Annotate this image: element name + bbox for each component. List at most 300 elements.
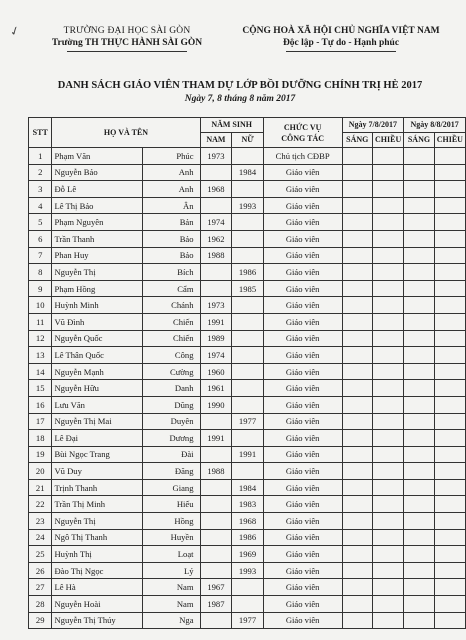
row-birth-female: 1984 [232, 164, 263, 181]
row-birth-female [232, 214, 263, 231]
row-day1-afternoon [373, 280, 404, 297]
row-day1-morning [342, 496, 372, 513]
table-row [29, 313, 466, 330]
row-day2-morning [404, 380, 434, 397]
row-birth-female: 1977 [232, 612, 263, 629]
row-role: Giáo viên [263, 413, 342, 430]
row-given-name: Lý [142, 562, 200, 579]
row-birth-male: 1974 [200, 214, 232, 231]
row-family-name: Lê Thị Bảo [52, 197, 142, 214]
row-birth-female [232, 313, 263, 330]
row-day1-morning [342, 479, 372, 496]
row-day2-morning [404, 463, 434, 480]
row-given-name: Đài [142, 446, 200, 463]
row-birth-female [232, 330, 263, 347]
row-role: Giáo viên [263, 562, 342, 579]
row-stt: 22 [29, 496, 52, 513]
row-birth-male: 1960 [200, 363, 232, 380]
row-role: Giáo viên [263, 380, 342, 397]
row-stt: 12 [29, 330, 52, 347]
row-day1-afternoon [373, 430, 404, 447]
col-role [263, 118, 342, 148]
row-day2-afternoon [434, 230, 465, 247]
row-family-name: Phạm Hồng [52, 280, 142, 297]
row-birth-female [232, 297, 263, 314]
row-family-name: Lê Hà [52, 579, 142, 596]
row-day2-afternoon [434, 446, 465, 463]
row-role: Giáo viên [263, 463, 342, 480]
row-birth-male [200, 413, 232, 430]
row-stt: 9 [29, 280, 52, 297]
row-birth-female: 1986 [232, 264, 263, 281]
row-day2-morning [404, 363, 434, 380]
row-stt: 8 [29, 264, 52, 281]
row-family-name: Trần Thanh [52, 230, 142, 247]
table-row [29, 380, 466, 397]
row-birth-female: 1984 [232, 479, 263, 496]
table-row [29, 148, 466, 165]
row-day2-afternoon [434, 529, 465, 546]
row-day1-afternoon [373, 396, 404, 413]
table-row [29, 264, 466, 281]
row-family-name: Trần Thị Minh [52, 496, 142, 513]
row-day1-afternoon [373, 297, 404, 314]
col-name: HỌ VÀ TÊN [52, 118, 200, 148]
table-row [29, 181, 466, 198]
row-day1-afternoon [373, 347, 404, 364]
table-row [29, 446, 466, 463]
row-day2-morning [404, 297, 434, 314]
row-birth-male [200, 529, 232, 546]
row-day2-morning [404, 413, 434, 430]
row-role: Giáo viên [263, 396, 342, 413]
col-birth-year: NĂM SINH [200, 118, 263, 133]
row-given-name: Huyền [142, 529, 200, 546]
row-day1-morning [342, 513, 372, 530]
col-day2-morning: SÁNG [404, 133, 434, 148]
row-stt: 15 [29, 380, 52, 397]
row-day2-morning [404, 264, 434, 281]
row-day1-afternoon [373, 230, 404, 247]
row-day1-afternoon [373, 413, 404, 430]
row-family-name: Phạm Văn [52, 148, 142, 165]
row-family-name: Bùi Ngọc Trang [52, 446, 142, 463]
row-given-name: Phúc [142, 148, 200, 165]
row-day2-morning [404, 164, 434, 181]
row-birth-male: 1991 [200, 430, 232, 447]
row-day1-afternoon [373, 363, 404, 380]
row-day2-morning [404, 347, 434, 364]
row-day2-morning [404, 562, 434, 579]
row-day1-afternoon [373, 596, 404, 613]
row-birth-male: 1991 [200, 313, 232, 330]
row-role: Giáo viên [263, 479, 342, 496]
row-family-name: Lê Thân Quốc [52, 347, 142, 364]
row-birth-male [200, 496, 232, 513]
row-stt: 26 [29, 562, 52, 579]
row-birth-male [200, 164, 232, 181]
row-birth-female: 1991 [232, 446, 263, 463]
row-day1-morning [342, 264, 372, 281]
row-day2-afternoon [434, 363, 465, 380]
row-day2-afternoon [434, 546, 465, 563]
row-day1-afternoon [373, 463, 404, 480]
row-stt: 7 [29, 247, 52, 264]
row-birth-male: 1973 [200, 297, 232, 314]
row-birth-female [232, 181, 263, 198]
row-day2-morning [404, 596, 434, 613]
row-birth-female: 1993 [232, 197, 263, 214]
row-day2-afternoon [434, 164, 465, 181]
row-role: Chủ tịch CĐBP [263, 148, 342, 165]
col-male: NAM [200, 133, 232, 148]
table-row [29, 164, 466, 181]
row-day1-morning [342, 148, 372, 165]
row-day1-morning [342, 247, 372, 264]
row-family-name: Nguyễn Hoài [52, 596, 142, 613]
row-stt: 24 [29, 529, 52, 546]
handwritten-mark: ✓ [7, 22, 22, 40]
document-title: DANH SÁCH GIÁO VIÊN THAM DỰ LỚP BỒI DƯỠNG CHÍNH TRỊ HÈ 2017 [57, 80, 423, 91]
row-family-name: Huỳnh Thị [52, 546, 142, 563]
row-stt: 25 [29, 546, 52, 563]
row-birth-female: 1983 [232, 496, 263, 513]
row-given-name: Nga [142, 612, 200, 629]
row-given-name: Giang [142, 479, 200, 496]
row-birth-male: 1973 [200, 148, 232, 165]
row-day2-afternoon [434, 197, 465, 214]
row-family-name: Trịnh Thanh [52, 479, 142, 496]
row-day1-afternoon [373, 197, 404, 214]
row-day1-morning [342, 297, 372, 314]
table-row [29, 247, 466, 264]
row-day2-morning [404, 247, 434, 264]
row-birth-male: 1987 [200, 596, 232, 613]
row-day1-morning [342, 363, 372, 380]
row-birth-male [200, 446, 232, 463]
row-stt: 28 [29, 596, 52, 613]
row-day1-morning [342, 579, 372, 596]
row-family-name: Vũ Duy [52, 463, 142, 480]
row-birth-male [200, 513, 232, 530]
row-day1-afternoon [373, 529, 404, 546]
row-given-name: Chiến [142, 313, 200, 330]
row-role: Giáo viên [263, 313, 342, 330]
col-female: NỮ [232, 133, 263, 148]
table-row [29, 562, 466, 579]
table-row [29, 230, 466, 247]
row-day2-afternoon [434, 579, 465, 596]
row-role: Giáo viên [263, 264, 342, 281]
row-stt: 14 [29, 363, 52, 380]
row-day2-morning [404, 546, 434, 563]
row-stt: 10 [29, 297, 52, 314]
row-role: Giáo viên [263, 230, 342, 247]
row-day2-morning [404, 313, 434, 330]
row-day2-morning [404, 230, 434, 247]
row-day1-afternoon [373, 148, 404, 165]
row-given-name: Bảo [142, 230, 200, 247]
col-day1-afternoon: CHIỀU [373, 133, 404, 148]
row-role: Giáo viên [263, 579, 342, 596]
row-day2-afternoon [434, 496, 465, 513]
country-name: CỘNG HOÀ XÃ HỘI CHỦ NGHĨA VIỆT NAM [242, 26, 440, 36]
table-row [29, 363, 466, 380]
table-header-row-1 [29, 118, 466, 133]
row-day1-morning [342, 330, 372, 347]
row-birth-male [200, 612, 232, 629]
table-row [29, 479, 466, 496]
row-given-name: Dương [142, 430, 200, 447]
row-day2-afternoon [434, 330, 465, 347]
row-day1-morning [342, 596, 372, 613]
row-birth-male: 1967 [200, 579, 232, 596]
row-role: Giáo viên [263, 363, 342, 380]
row-stt: 11 [29, 313, 52, 330]
table-row [29, 430, 466, 447]
row-day1-afternoon [373, 380, 404, 397]
row-day2-afternoon [434, 479, 465, 496]
row-given-name: Nam [142, 579, 200, 596]
row-day2-morning [404, 513, 434, 530]
row-role: Giáo viên [263, 297, 342, 314]
row-day1-afternoon [373, 562, 404, 579]
row-day1-afternoon [373, 214, 404, 231]
row-day1-afternoon [373, 513, 404, 530]
row-day1-morning [342, 612, 372, 629]
row-day1-afternoon [373, 330, 404, 347]
row-day2-afternoon [434, 430, 465, 447]
row-day1-morning [342, 313, 372, 330]
row-day1-morning [342, 230, 372, 247]
row-birth-male: 1962 [200, 230, 232, 247]
row-birth-female [232, 396, 263, 413]
table-row [29, 513, 466, 530]
row-role: Giáo viên [263, 513, 342, 530]
header-divider [67, 51, 187, 52]
row-day1-morning [342, 181, 372, 198]
row-day1-morning [342, 380, 372, 397]
row-stt: 20 [29, 463, 52, 480]
row-stt: 1 [29, 148, 52, 165]
row-birth-male: 1961 [200, 380, 232, 397]
row-family-name: Nguyễn Thị Mai [52, 413, 142, 430]
row-stt: 13 [29, 347, 52, 364]
row-given-name: Ân [142, 197, 200, 214]
row-stt: 4 [29, 197, 52, 214]
table-row [29, 347, 466, 364]
row-day1-afternoon [373, 181, 404, 198]
row-family-name: Nguyễn Thị [52, 264, 142, 281]
row-day2-afternoon [434, 247, 465, 264]
row-birth-female: 1985 [232, 280, 263, 297]
row-day1-afternoon [373, 546, 404, 563]
row-day1-morning [342, 347, 372, 364]
table-row [29, 529, 466, 546]
table-row [29, 496, 466, 513]
motto-divider [286, 51, 396, 52]
row-day2-afternoon [434, 297, 465, 314]
table-row [29, 413, 466, 430]
row-day2-afternoon [434, 596, 465, 613]
row-given-name: Công [142, 347, 200, 364]
row-birth-male [200, 264, 232, 281]
row-role: Giáo viên [263, 546, 342, 563]
table-body [29, 148, 466, 629]
row-day2-morning [404, 496, 434, 513]
row-day1-morning [342, 546, 372, 563]
row-day1-afternoon [373, 164, 404, 181]
row-day2-afternoon [434, 280, 465, 297]
table-row [29, 579, 466, 596]
row-day2-morning [404, 214, 434, 231]
row-day2-afternoon [434, 562, 465, 579]
university-name: TRƯỜNG ĐẠI HỌC SÀI GÒN [63, 26, 191, 36]
row-given-name: Dũng [142, 396, 200, 413]
row-stt: 17 [29, 413, 52, 430]
row-given-name: Bản [142, 214, 200, 231]
row-birth-female: 1986 [232, 529, 263, 546]
col-day1-morning: SÁNG [342, 133, 372, 148]
row-day1-afternoon [373, 446, 404, 463]
row-birth-male [200, 546, 232, 563]
row-day1-morning [342, 413, 372, 430]
row-family-name: Nguyễn Mạnh [52, 363, 142, 380]
row-day1-afternoon [373, 612, 404, 629]
row-role: Giáo viên [263, 529, 342, 546]
row-given-name: Cẩm [142, 280, 200, 297]
row-birth-male: 1968 [200, 181, 232, 198]
row-day2-morning [404, 446, 434, 463]
row-day1-afternoon [373, 579, 404, 596]
row-day1-afternoon [373, 247, 404, 264]
row-day2-afternoon [434, 214, 465, 231]
row-role: Giáo viên [263, 197, 342, 214]
row-birth-male [200, 197, 232, 214]
table-row [29, 214, 466, 231]
row-given-name: Cường [142, 363, 200, 380]
row-day1-morning [342, 430, 372, 447]
row-family-name: Vũ Đình [52, 313, 142, 330]
row-day2-afternoon [434, 396, 465, 413]
table-row [29, 197, 466, 214]
row-day1-morning [342, 214, 372, 231]
row-given-name: Chiến [142, 330, 200, 347]
table-row [29, 463, 466, 480]
row-stt: 16 [29, 396, 52, 413]
row-family-name: Ngô Thị Thanh [52, 529, 142, 546]
row-stt: 27 [29, 579, 52, 596]
row-day2-morning [404, 430, 434, 447]
row-role: Giáo viên [263, 496, 342, 513]
row-birth-female: 1993 [232, 562, 263, 579]
col-day2: Ngày 8/8/2017 [404, 118, 466, 133]
row-birth-male: 1990 [200, 396, 232, 413]
row-birth-male: 1988 [200, 247, 232, 264]
row-day1-afternoon [373, 313, 404, 330]
row-day1-morning [342, 197, 372, 214]
row-day2-afternoon [434, 347, 465, 364]
row-day1-morning [342, 562, 372, 579]
row-stt: 18 [29, 430, 52, 447]
row-stt: 21 [29, 479, 52, 496]
row-role: Giáo viên [263, 347, 342, 364]
row-stt: 2 [29, 164, 52, 181]
row-family-name: Huỳnh Minh [52, 297, 142, 314]
row-birth-male: 1989 [200, 330, 232, 347]
document-date: Ngày 7, 8 tháng 8 năm 2017 [184, 94, 296, 104]
row-given-name: Loạt [142, 546, 200, 563]
row-given-name: Danh [142, 380, 200, 397]
school-name: Trường TH THỰC HÀNH SÀI GÒN [51, 38, 203, 48]
row-day1-morning [342, 396, 372, 413]
row-birth-female [232, 463, 263, 480]
row-given-name: Bích [142, 264, 200, 281]
teacher-table [28, 117, 466, 629]
row-given-name: Hồng [142, 513, 200, 530]
row-role: Giáo viên [263, 280, 342, 297]
row-given-name: Nam [142, 596, 200, 613]
row-given-name: Bảo [142, 247, 200, 264]
row-day2-afternoon [434, 380, 465, 397]
col-day1: Ngày 7/8/2017 [342, 118, 404, 133]
row-birth-male [200, 479, 232, 496]
row-family-name: Nguyễn Quốc [52, 330, 142, 347]
row-day2-afternoon [434, 513, 465, 530]
row-birth-female [232, 148, 263, 165]
row-day2-afternoon [434, 413, 465, 430]
row-day2-morning [404, 396, 434, 413]
col-stt: STT [29, 118, 52, 148]
row-day2-morning [404, 197, 434, 214]
row-day2-afternoon [434, 181, 465, 198]
row-birth-female [232, 230, 263, 247]
col-role-line1: CHỨC VỤ [283, 122, 322, 132]
row-day2-morning [404, 148, 434, 165]
row-day2-afternoon [434, 148, 465, 165]
row-day1-afternoon [373, 479, 404, 496]
row-day2-afternoon [434, 463, 465, 480]
row-day2-morning [404, 579, 434, 596]
row-day1-morning [342, 529, 372, 546]
row-role: Giáo viên [263, 164, 342, 181]
table-row [29, 612, 466, 629]
national-header [228, 25, 454, 52]
row-day1-afternoon [373, 496, 404, 513]
row-family-name: Lê Đại [52, 430, 142, 447]
row-family-name: Nguyễn Thị Thúy [52, 612, 142, 629]
row-role: Giáo viên [263, 612, 342, 629]
row-birth-female [232, 579, 263, 596]
row-birth-female [232, 247, 263, 264]
row-family-name: Nguyễn Hữu [52, 380, 142, 397]
row-birth-male [200, 280, 232, 297]
row-stt: 5 [29, 214, 52, 231]
row-birth-male: 1974 [200, 347, 232, 364]
row-stt: 6 [29, 230, 52, 247]
row-birth-female [232, 430, 263, 447]
row-role: Giáo viên [263, 214, 342, 231]
row-stt: 3 [29, 181, 52, 198]
row-family-name: Nguyễn Bảo [52, 164, 142, 181]
row-birth-female: 1969 [232, 546, 263, 563]
row-stt: 29 [29, 612, 52, 629]
row-family-name: Phạm Nguyên [52, 214, 142, 231]
row-given-name: Anh [142, 164, 200, 181]
row-birth-female [232, 596, 263, 613]
row-day1-afternoon [373, 264, 404, 281]
row-role: Giáo viên [263, 430, 342, 447]
